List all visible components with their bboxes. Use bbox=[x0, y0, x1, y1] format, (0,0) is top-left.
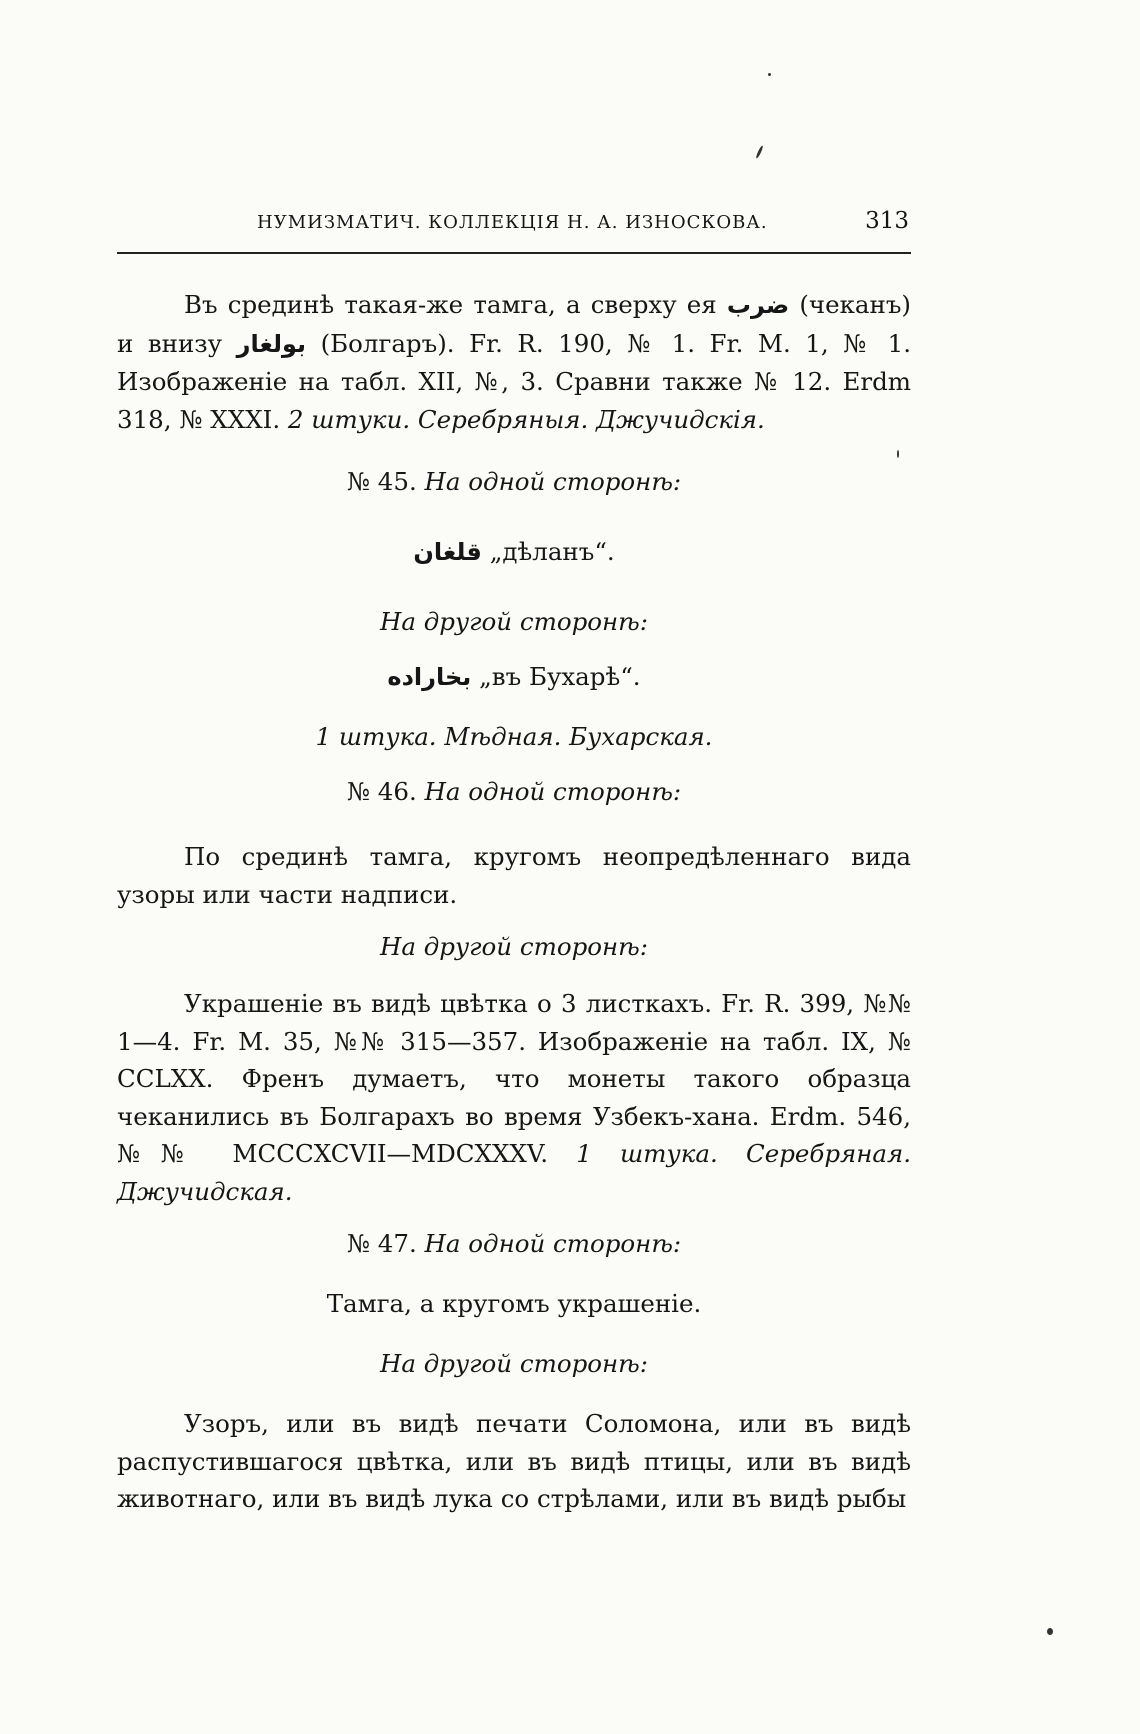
coin47-reverse-text: Узоръ, или въ видѣ печати Соломона, или въ видѣ распустившагося цвѣтка, или въ видѣ птицы, или въ видѣ животнаго, или въ видѣ лука со стрѣлами, или въ видѣ рыбы bbox=[117, 1409, 911, 1513]
scan-speck bbox=[755, 145, 764, 159]
coin45-obverse-legend: قلغان „дѣланъ“. bbox=[413, 537, 615, 566]
coin46-reverse-heading: На другой сторонѣ: bbox=[379, 932, 649, 961]
arabic-word-qalghan: قلغان bbox=[413, 538, 482, 566]
coin45-summary: 1 штука. Мѣдная. Бухарская. bbox=[315, 722, 713, 751]
coin45-heading: № 45. На одной сторонѣ: bbox=[346, 467, 682, 496]
coin46-reverse-text: Украшеніе въ видѣ цвѣтка о 3 листкахъ. Fr. R. 399, №№ 1—4. Fr. M. 35, №№ 315—357. Изображеніе на табл. IX, № CCLXX. Френъ думаетъ, что монеты такого образца чеканились въ Болгарахъ во время Узбекъ-хана. Erdm. 546, №№ MCCCXCVII—MDCXXXV. 1 штука. Серебряная. Джучидская. bbox=[117, 989, 911, 1206]
arabic-word-bukharada: بخاراده bbox=[387, 663, 472, 691]
arabic-word-bulghar: بولغار bbox=[236, 329, 307, 358]
paragraph-coin44-obverse: Въ срединѣ такая-же тамга, а сверху ея ضرب (чеканъ) и внизу بولغار (Болгаръ). Fr. R. 190, № 1. Fr. M. 1, № 1. Изображеніе на табл. XII, №, 3. Сравни также № 12. Erdm 318, № XXXI. 2 штуки. Серебряныя. Джучидскія. bbox=[117, 290, 911, 434]
coin47-obverse-text: Тамга, а кругомъ украшеніе. bbox=[326, 1289, 702, 1318]
coin44-summary: 2 штуки. Серебряныя. Джучидскія. bbox=[287, 404, 765, 434]
coin45-reverse-legend: بخاراده „въ Бухарѣ“. bbox=[387, 662, 641, 691]
coin46-heading: № 46. На одной сторонѣ: bbox=[346, 777, 682, 806]
coin46-obverse-text: По срединѣ тамга, кругомъ неопредѣленнаго вида узоры или части надписи. bbox=[117, 842, 911, 909]
scan-speck bbox=[768, 73, 771, 76]
coin45-reverse-heading: На другой сторонѣ: bbox=[379, 607, 649, 636]
coin47-heading: № 47. На одной сторонѣ: bbox=[346, 1229, 682, 1258]
arabic-word-zarb: ضرب bbox=[726, 291, 790, 319]
page-number: 313 bbox=[865, 208, 909, 234]
coin47-reverse-heading: На другой сторонѣ: bbox=[379, 1349, 649, 1378]
scan-speck bbox=[897, 450, 899, 458]
header-rule bbox=[117, 252, 911, 254]
scan-speck bbox=[1047, 1628, 1053, 1635]
header-title: НУМИЗМАТИЧ. КОЛЛЕКЦІЯ Н. А. ИЗНОСКОВА. bbox=[257, 212, 768, 233]
coin46-summary: 1 штука. Серебряная. Джучидская. bbox=[117, 1139, 911, 1206]
running-header bbox=[117, 208, 909, 234]
